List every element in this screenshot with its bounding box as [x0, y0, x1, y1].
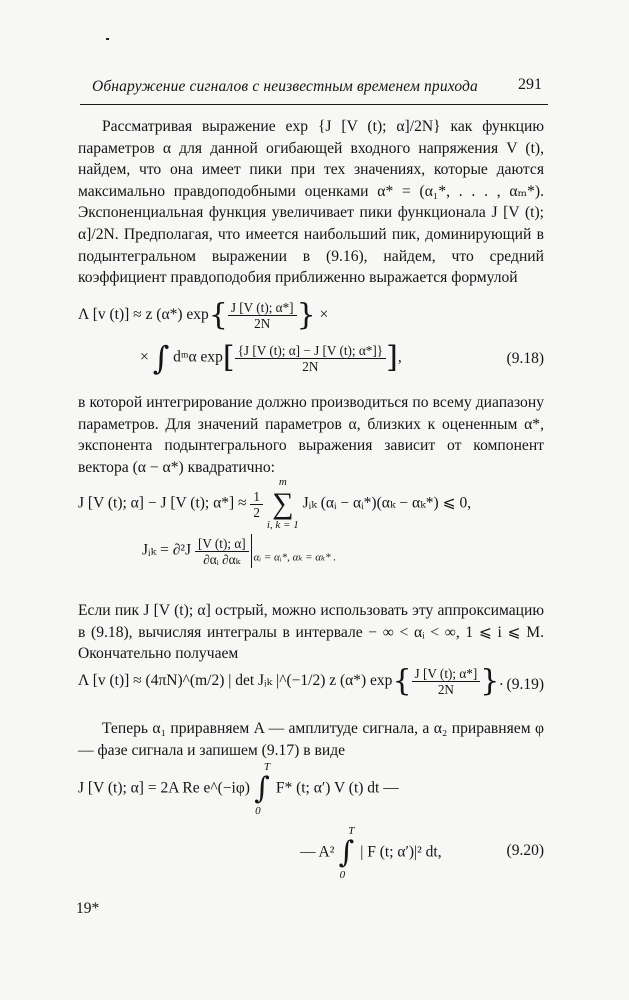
equation-quadratic [78, 476, 548, 586]
paragraph-4-text: Теперь α₁ приравняем A — амплитуде сигнала, а α₂ приравняем φ — фазе сигнала и запишем (9.17) в виде [78, 720, 544, 759]
eq918-line1-tail: × [319, 306, 329, 324]
eq918-line2-fraction: $\frac{\{J [V (t); \alpha] - J [V (t); \alpha*]\}}{2N}$ [235, 343, 387, 374]
jik-eval: αᵢ = αᵢ*, αₖ = αₖ* . [253, 551, 337, 564]
paragraph-1-text: Рассматривая выражение exp {J [V (t); α]/2N} как функцию параметров α для данной огибающей входного напряжения V (t), найдем, что она имеет пики при тех значениях, которые даются максимально правдоподобными оценками α* = (α₁*, . . . , αₘ*). Экспоненциальная функция увеличивает пики функционала J [V (t); α]/2N. Предполагая, что имеется наибольший пик, доминирующий в подынтегральном выражении в (9.16), найдем, что средний коэффициент правдоподобия приближенно выражается формулой [78, 118, 544, 287]
eq920-line1-right: F* (t; α′) V (t) dt — [275, 779, 399, 797]
quad-line [78, 476, 471, 532]
eq920-line1 [78, 760, 399, 818]
quad-right: Jᵢₖ (αᵢ − αᵢ*)(αₖ − αₖ*) ⩽ 0, [302, 494, 472, 512]
paragraph-2 [78, 392, 544, 478]
equation-9-20 [78, 760, 548, 890]
eq918-line1-left: Λ [v (t)] ≈ z (α*) exp [78, 306, 209, 324]
eq918-line2-left: × [140, 348, 149, 366]
running-title: Обнаружение сигналов с неизвестным временем прихода [92, 78, 478, 95]
eq919-number: (9.19) [506, 676, 544, 693]
equation-9-18 [78, 297, 548, 384]
eq920-line2-left: — A² [300, 843, 335, 861]
eq918-line1: Λ [v (t)] ≈ z (α*) exp{ $\frac{J [V (t); \alpha*]}{2N}$ } × [78, 297, 329, 333]
paragraph-2-text: в которой интегрирование должно производиться по всему диапазону параметров. Для значений параметров α, близких к оцененным α*, экспонента подынтегрального выражения зависит от компонент вектора (α − α*) квадратично: [78, 394, 544, 476]
eq919-fraction: $\frac{J [V (t); \alpha*]}{2N}$ [412, 666, 481, 697]
eq920-line2-right: | F (t; α′)|² dt, [360, 843, 442, 861]
print-speck [106, 38, 109, 40]
equation-9-19 [78, 663, 548, 710]
signature-mark: 19* [76, 900, 100, 917]
jik-line [142, 534, 336, 568]
eq920-line1-left: J [V (t); α] = 2A Re e^(−iφ) [78, 779, 250, 797]
jik-left: Jᵢₖ = ∂²J [142, 541, 192, 559]
eq920-line1-integral: T ∫ 0 [254, 761, 270, 817]
eq919-tail: . [499, 672, 504, 690]
page-number: 291 [518, 76, 542, 93]
eq919-line: Λ [v (t)] ≈ (4πN)^(m/2) | det Jᵢₖ |^(−1/2) z (α*) exp{ $\frac{J [V (t); \alpha*]}{2N}$ }. [78, 663, 504, 699]
quad-half: $\frac{1}{2}$ [250, 489, 263, 520]
running-header [80, 76, 548, 102]
jik-fraction: $\frac{[V (t); \alpha]}{\text{∂αᵢ ∂αₖ}}$ [195, 536, 249, 567]
paragraph-3-text: Если пик J [V (t); α] острый, можно использовать эту аппроксимацию в (9.18), вычисляя интегралы в интервале − ∞ < αᵢ < ∞, 1 ⩽ i ⩽ M. Окончательно получаем [78, 602, 544, 663]
eq918-line2: × ∫ dᵐα exp[ $\frac{\{J [V (t); \alpha] - J [V (t); \alpha*]\}}{2N}$ ], [140, 339, 402, 377]
paragraph-3 [78, 600, 544, 665]
eq918-line1-fraction: $\frac{J [V (t); \alpha*]}{2N}$ [228, 300, 297, 331]
eq920-line2-integral: T ∫ 0 [338, 825, 355, 881]
eq920-line2 [300, 824, 442, 882]
paragraph-1 [78, 116, 544, 289]
header-rule [80, 104, 548, 105]
eq920-number: (9.20) [506, 842, 544, 859]
paragraph-4 [78, 718, 544, 761]
quad-sum: m ∑ i, k = 1 [266, 476, 299, 531]
eq918-number: (9.18) [506, 350, 544, 367]
quad-left: J [V (t); α] − J [V (t); α*] ≈ [78, 494, 247, 512]
eq918-line2-mid: dᵐα exp [173, 348, 223, 366]
eq919-left: Λ [v (t)] ≈ (4πN)^(m/2) | det Jᵢₖ |^(−1/2) z (α*) exp [78, 672, 393, 690]
